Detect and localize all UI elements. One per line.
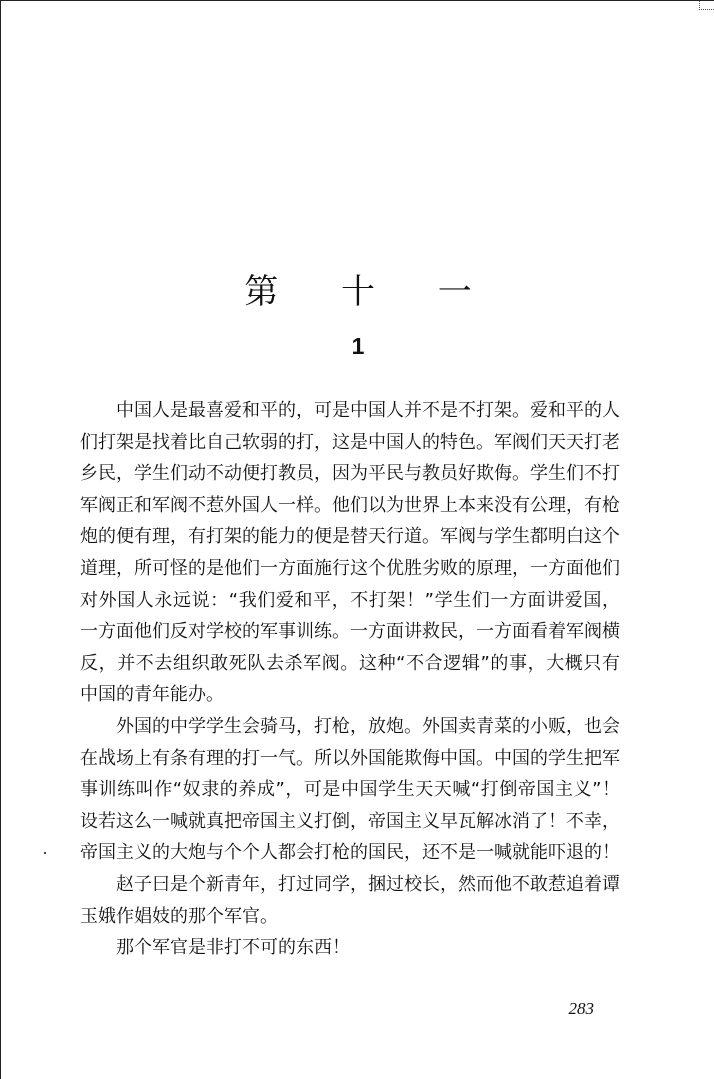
chapter-body [80, 395, 620, 964]
paragraph: 那个军官是非打不可的东西！ [116, 937, 350, 959]
paragraph: 中国人是最喜爱和平的，可是中国人并不是不打架。爱和平的人们打架是找着比自己软弱的打，这是中国人的特色。军阀们天天打老乡民，学生们动不动便打教员，因为平民与教员好欺侮。学生们不打军阀正和军阀不惹外国人一样。他们以为世界上本来没有公理，有枪炮的便有理，有打架的能力的便是替天行道。军阀与学生都明白这个道理，所可怪的是他们一方面施行这个优胜劣败的原理，一方面他们对外国人永远说：“我们爱和平，不打架！”学生们一方面讲爱国，一方面他们反对学校的军事训练。一方面讲救民，一方面看着军阀横反，并不去组织敢死队去杀军阀。这种“不合逻辑”的事，大概只有中国的青年能办。 [80, 400, 620, 706]
scan-corner-mark [699, 1, 714, 10]
page-number: 283 [568, 999, 594, 1018]
scan-speck [44, 852, 46, 854]
chapter-title: 第 十 一 [244, 271, 498, 312]
paragraph: 外国的中学学生会骑马，打枪，放炮。外国卖青菜的小贩，也会在战场上有条有理的打一气。所以外国能欺侮中国。中国的学生把军事训练叫作“奴隶的养成”，可是中国学生天天喊“打倒帝国主义”！设若这么一喊就真把帝国主义打倒，帝国主义早瓦解冰消了！不幸，帝国主义的大炮与个个人都会打枪的国民，还不是一喊就能吓退的！ [80, 715, 620, 864]
paragraph: 赵子曰是个新青年，打过同学，捆过校长，然而他不敢惹追着谭玉娥作娼妓的那个军官。 [80, 873, 620, 927]
section-number: 1 [351, 333, 365, 359]
